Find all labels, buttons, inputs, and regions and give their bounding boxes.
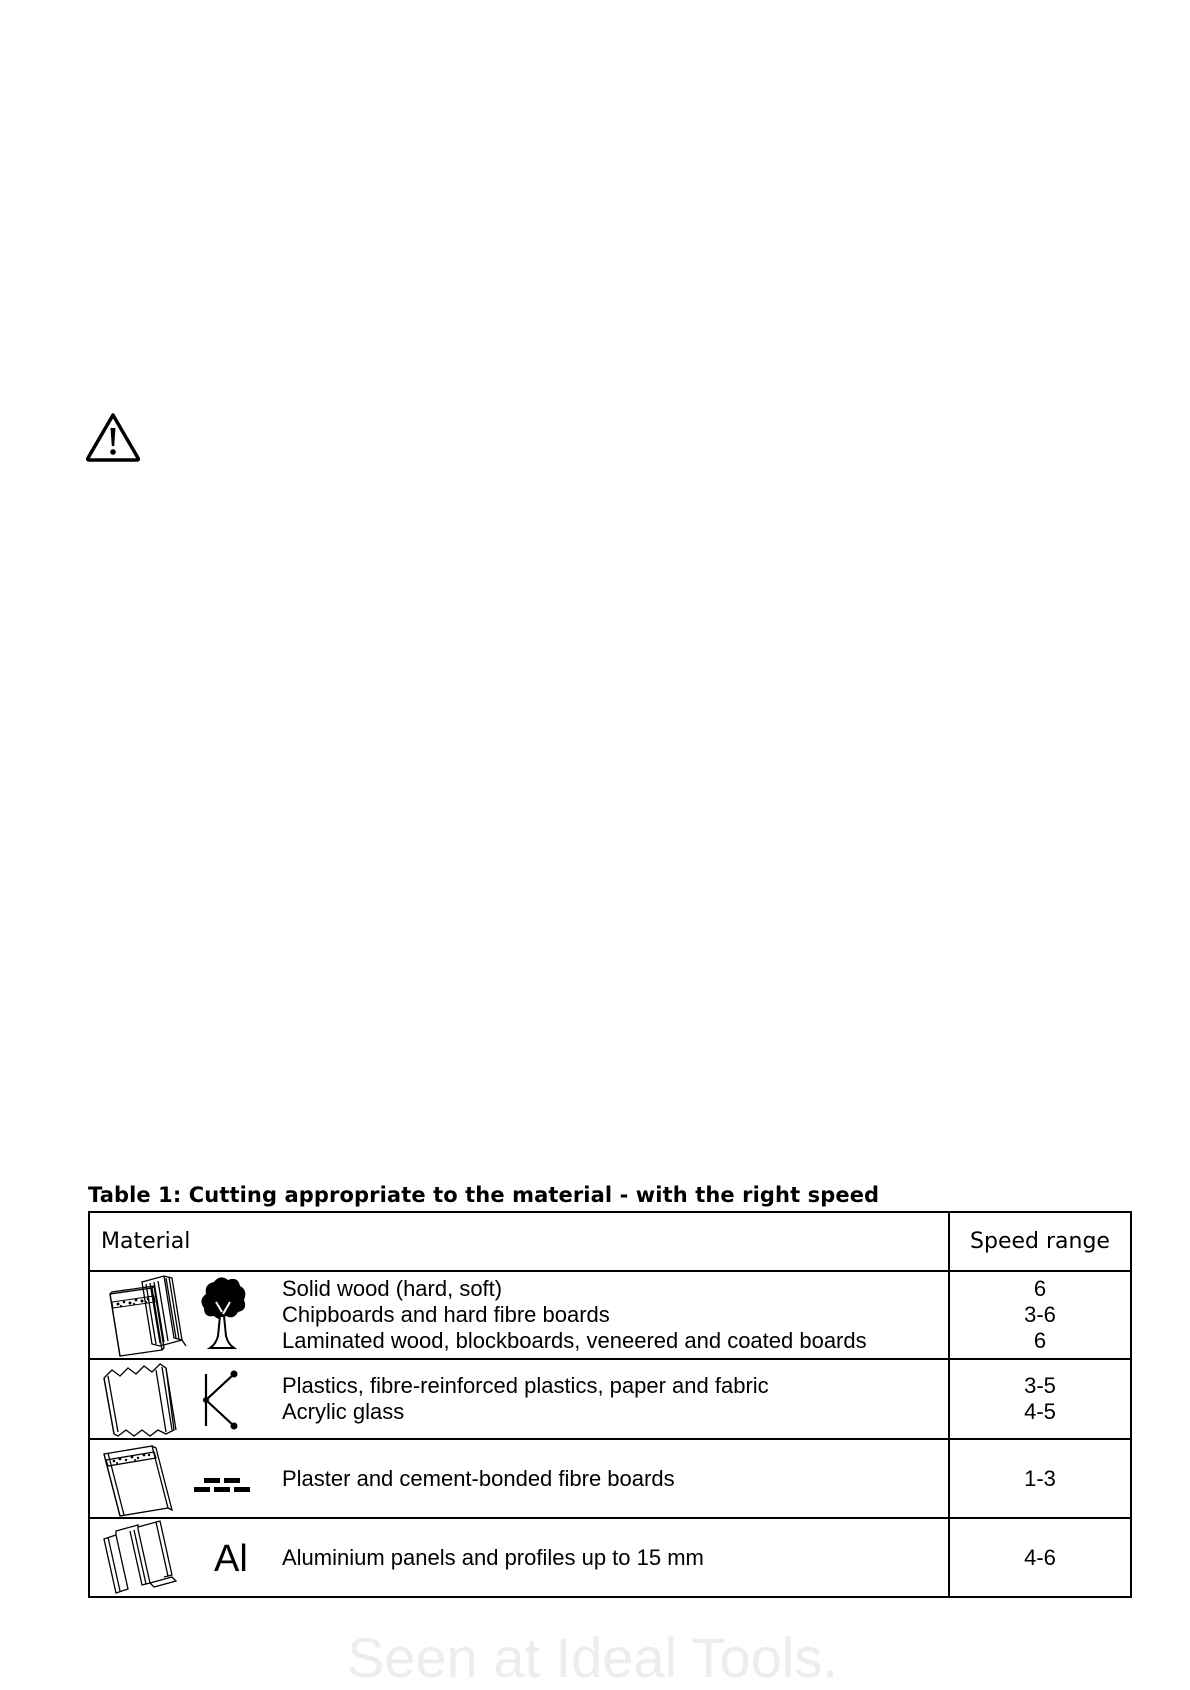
- warning-icon: [84, 411, 142, 463]
- aluminium-profile-icon: [90, 1519, 210, 1598]
- table-row: [90, 1438, 1130, 1517]
- material-text: Solid wood (hard, soft): [282, 1276, 503, 1301]
- material-text: Plaster and cement-bonded fibre boards: [282, 1465, 675, 1491]
- speed-value: 6: [1033, 1276, 1047, 1301]
- aluminium-symbol: Al: [214, 1538, 248, 1580]
- speed-value: 4-5: [1024, 1399, 1056, 1424]
- header-speed-range: Speed range: [970, 1229, 1110, 1254]
- speed-value: 3-5: [1024, 1373, 1056, 1398]
- table-title: Table 1: Cutting appropriate to the material - with the right speed: [88, 1183, 880, 1207]
- speed-value: 4-6: [1024, 1544, 1056, 1570]
- material-text: Plastics, fibre-reinforced plastics, paper and fabric: [282, 1373, 769, 1398]
- plastic-molecule-icon: [90, 1360, 282, 1440]
- tree-icon: [90, 1272, 282, 1360]
- material-text: Aluminium panels and profiles up to 15 mm: [282, 1544, 704, 1570]
- watermark: Seen at Ideal Tools.: [347, 1626, 838, 1689]
- material-text: Acrylic glass: [282, 1399, 405, 1424]
- material-text: Laminated wood, blockboards, veneered and coated boards: [282, 1328, 867, 1353]
- material-text: Chipboards and hard fibre boards: [282, 1302, 610, 1327]
- material-speed-table: [88, 1211, 1132, 1598]
- table-header-row: [90, 1213, 1130, 1270]
- header-material: Material: [90, 1213, 950, 1270]
- table-row: [90, 1517, 1130, 1596]
- table-row: [90, 1270, 1130, 1358]
- table-row: [90, 1358, 1130, 1438]
- speed-value: 6: [1033, 1328, 1047, 1353]
- speed-value: 3-6: [1024, 1302, 1056, 1327]
- bricks-icon: [90, 1440, 282, 1519]
- speed-value: 1-3: [1024, 1465, 1056, 1491]
